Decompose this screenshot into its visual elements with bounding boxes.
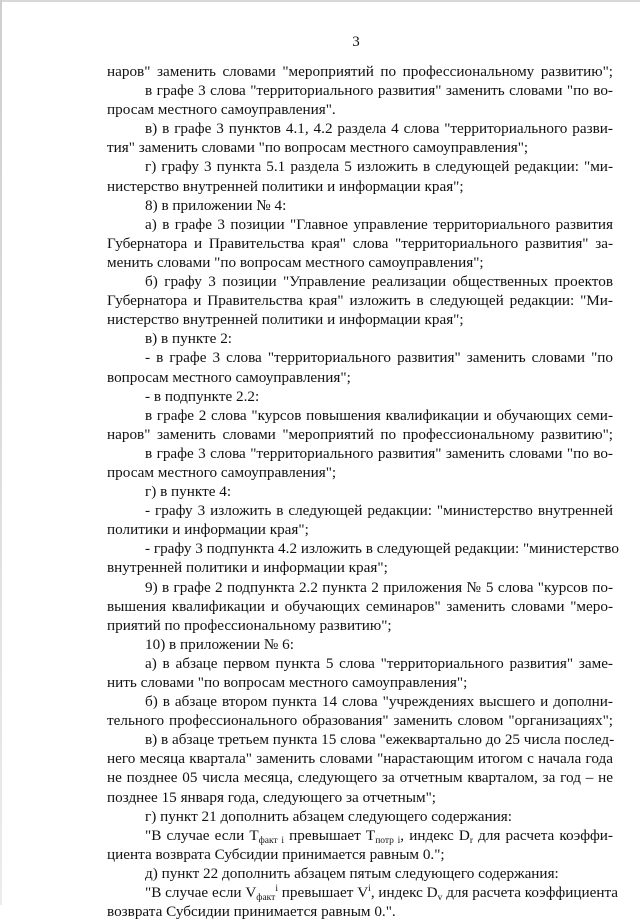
subscript: потр i	[375, 835, 401, 846]
text-line: позднее 15 января года, следующего за отчетным";	[107, 788, 436, 806]
formula-text: для расчета коэффициента	[442, 884, 619, 902]
text-line: возврата Субсидии принимается равным 0.".	[107, 903, 396, 921]
text-line: наров" заменить словами "мероприятий по профессиональному развитию";	[107, 425, 613, 443]
text-line: нить словами "по вопросам местного самоуправления";	[107, 674, 468, 691]
subscript: r	[469, 835, 473, 846]
text-line: в графе 3 слова "территориального развития" заменить словами "по во-	[145, 82, 613, 100]
text-line: в графе 3 слова "территориального развития" заменить словами "по во-	[145, 444, 613, 462]
text-line: вопросам местного самоуправления";	[107, 368, 351, 386]
scan-left-edge	[0, 0, 2, 905]
text-line: в) в графе 3 пунктов 4.1, 4.2 раздела 4 слова "территориального разви-	[145, 120, 613, 138]
text-line: него месяца квартала" заменить словами "нарастающим итогом с начала года	[107, 750, 613, 768]
text-line: в) в пункте 2:	[145, 330, 233, 348]
text-line: - графу 3 изложить в следующей редакции: "министерство внутренней	[145, 502, 613, 520]
subscript: факт i	[258, 835, 284, 846]
text-line: б) в абзаце втором пункта 14 слова "учреждениях высшего и дополни-	[145, 693, 613, 711]
text-line: нистерство внутренней политики и информации края";	[107, 311, 464, 329]
text-line: - в подпункте 2.2:	[145, 387, 260, 405]
text-line: Губернатора и Правительства края" слова "территориального развития" за-	[107, 234, 613, 252]
text-line: нистерство внутренней политики и информации края";	[107, 177, 464, 195]
text-line: 10) в приложении № 6:	[145, 635, 294, 653]
text-line: тия" заменить словами "по вопросам местного самоуправления";	[107, 139, 529, 157]
formula-text: превышает T	[284, 826, 376, 844]
superscript: i	[368, 884, 371, 895]
text-line: тельного профессионального образования" заменить словом "организациях";	[107, 712, 613, 730]
text-line: циента возврата Субсидии принимается равным 0.";	[107, 845, 445, 863]
text-line: внутренней политики и информации края";	[107, 559, 388, 577]
text-line: приятий по профессиональному развитию";	[107, 616, 392, 634]
text-line: 9) в графе 2 подпункта 2.2 пункта 2 приложения № 5 слова "курсов по-	[145, 578, 613, 596]
text-line: в графе 2 слова "курсов повышения квалификации и обучающих семи-	[145, 406, 613, 424]
text-line: г) в пункте 4:	[145, 483, 232, 501]
text-line: просам местного самоуправления";	[107, 463, 337, 481]
text-line: в) в абзаце третьем пункта 15 слова "ежеквартально до 25 числа послед-	[145, 731, 615, 749]
formula-text: , индекс D	[400, 826, 470, 844]
text-line: политики и информации края";	[107, 521, 309, 539]
scan-top-edge	[0, 0, 640, 2]
formula-line-22	[107, 883, 619, 904]
formula-text: для расчета коэффи-	[472, 826, 613, 844]
text-line: а) в абзаце первом пункта 5 слова "территориального развития" заме-	[145, 654, 613, 672]
text-line: б) графу 3 позиции "Управление реализации общественных проектов	[145, 273, 613, 291]
page-number: 3	[352, 34, 360, 50]
formula-line-21	[107, 826, 613, 845]
formula-text: "В случае если V	[145, 884, 257, 902]
text-line: г) пункт 21 дополнить абзацем следующего содержания:	[145, 807, 512, 825]
text-line: г) графу 3 пункта 5.1 раздела 5 изложить в следующей редакции: "ми-	[145, 158, 613, 176]
subscript: факт	[256, 893, 276, 904]
formula-text: "В случае если T	[145, 826, 259, 844]
text-line: вышения квалификации и обучающих семинаров" заменить словами "меро-	[107, 597, 613, 615]
formula-text: , индекс D	[370, 884, 438, 902]
text-line: Губернатора и Правительства края" изложить в следующей редакции: "Ми-	[107, 292, 613, 310]
text-line: - графу 3 подпункта 4.2 изложить в следующей редакции: "министерство	[145, 540, 619, 558]
superscript: i	[275, 884, 278, 895]
text-line: 8) в приложении № 4:	[145, 196, 287, 214]
text-line: не позднее 05 числа месяца, следующего за отчетным кварталом, за год – не	[107, 769, 613, 787]
text-line: менить словами "по вопросам местного самоуправления";	[107, 253, 484, 271]
text-line: - в графе 3 слова "территориального развития" заменить словами "по	[145, 349, 613, 367]
text-line: д) пункт 22 дополнить абзацем пятым следующего содержания:	[145, 864, 559, 882]
text-line: а) в графе 3 позиции "Главное управление территориального развития	[145, 215, 613, 233]
text-line: наров" заменить словами "мероприятий по профессиональному развитию";	[107, 63, 613, 80]
document-body	[107, 62, 619, 921]
formula-text: превышает V	[277, 884, 369, 902]
subscript: v	[437, 893, 443, 904]
text-line: просам местного самоуправления".	[107, 101, 336, 119]
